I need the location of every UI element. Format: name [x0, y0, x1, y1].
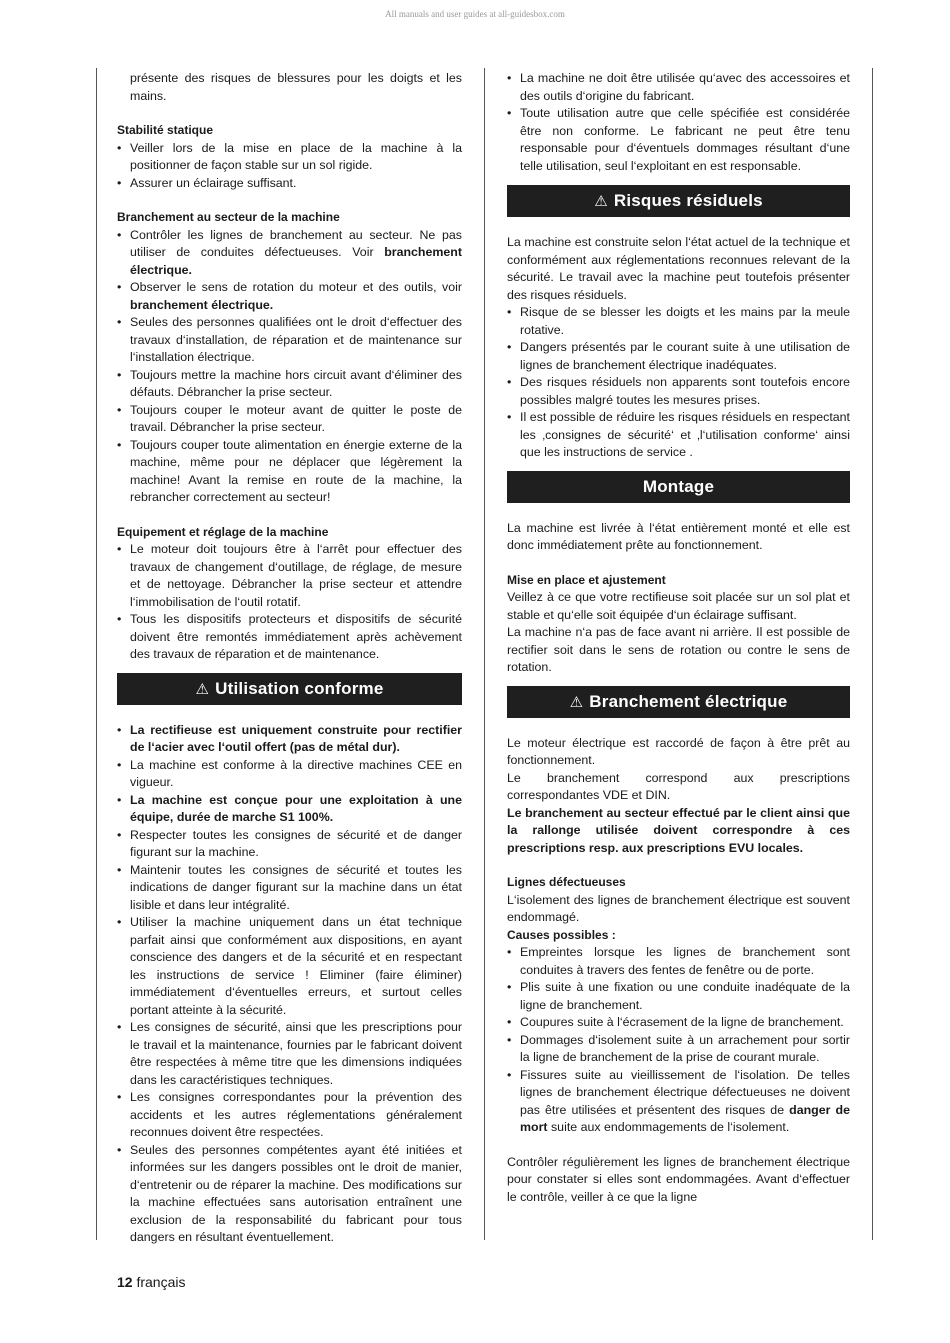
stabilite-heading: Stabilité statique — [117, 123, 214, 137]
top-list — [507, 70, 850, 175]
section-title: Risques résiduels — [613, 191, 763, 210]
mise-en-place-text: La machine n‘a pas de face avant ni arrière. Il est possible de rectifier soit dans le sens de rotation ou contre le sens de rotation. — [507, 625, 850, 674]
list-item-bold: La rectifieuse est uniquement construite pour rectifier de l‘acier avec l‘outil offert (pas de métal dur). — [130, 722, 462, 754]
causes-list — [507, 944, 850, 1137]
stabilite-list — [117, 140, 462, 193]
page-footer — [117, 1274, 186, 1290]
list-item: • Seules des personnes compétentes ayant été initiées et informées sur les dangers possibles ont le droit de manier, d‘entretenir ou de réparer la machine. Des modifications sur la machine effectuées sans autorisation entraînent une exclusion de la responsabilité du fabricant pour tous dangers en résultant éventuellement. — [117, 1142, 462, 1247]
mise-en-place-text: Veillez à ce que votre rectifieuse soit placée sur un sol plat et stable et qu‘elle soit équipée d‘un éclairage suffisant. — [507, 590, 850, 622]
risques-intro: La machine est construite selon l‘état actuel de la technique et conformément aux réglementations reconnues relevant de la sécurité. Le travail avec la machine peut toutefois présenter des risques résiduels. — [507, 235, 850, 302]
list-item-text: Contrôler les lignes de branchement au secteur. Ne pas utiliser de conduites défectueuses. Voir — [130, 227, 462, 259]
equipement-heading: Equipement et réglage de la machine — [117, 524, 329, 539]
branchement-list — [117, 227, 462, 507]
section-title: Montage — [642, 476, 715, 496]
list-item — [117, 792, 462, 827]
list-item: • Empreintes lorsque les lignes de branchement sont conduites à travers des fentes de fenêtre ou de porte. — [507, 944, 850, 979]
list-item: • Maintenir toutes les consignes de sécurité et toutes les indications de danger figurant sur la machine dans un état lisible et dans leur intégralité. — [117, 862, 462, 915]
equipement-list — [117, 541, 462, 664]
risques-list — [507, 304, 850, 462]
right-margin-rule — [872, 68, 873, 1240]
watermark: All manuals and user guides at all-guidesbox.com — [385, 9, 565, 19]
utilisation-section-bar — [117, 673, 462, 705]
electrique-section-bar — [507, 686, 850, 718]
lignes-heading: Lignes défectueuses — [507, 875, 626, 889]
list-item-bold: La machine est conçue pour une exploitation à une équipe, durée de marche S1 100%. — [130, 792, 462, 824]
list-item: • Seules des personnes qualifiées ont le droit d‘effectuer des travaux d‘installation, de réparation et de maintenance sur l‘installation électrique. — [117, 314, 462, 367]
list-item: • Respecter toutes les consignes de sécurité et de danger figurant sur la machine. — [117, 827, 462, 862]
list-item — [117, 227, 462, 280]
mise-en-place-heading: Mise en place et ajustement — [507, 572, 666, 587]
list-item-text: Fissures suite au vieillissement de l‘isolation. De telles lignes de branchement électrique défectueuses ne doivent pas être utilisées et présentent des risques de — [520, 1067, 850, 1117]
risques-section-bar — [507, 185, 850, 217]
list-item: • La machine est conforme à la directive machines CEE en vigueur. — [117, 757, 462, 792]
list-item: • Tous les dispositifs protecteurs et dispositifs de sécurité doivent être remontés immédiatement après achèvement des travaux de réparation et de maintenance. — [117, 611, 462, 664]
list-item: • Des risques résiduels non apparents sont toutefois encore possibles malgré toutes les mesures prises. — [507, 374, 850, 409]
warning-icon: ⚠ — [569, 693, 584, 711]
list-item-bold: branchement électrique. — [130, 245, 462, 277]
list-item: • Coupures suite à l‘écrasement de la ligne de branchement. — [507, 1014, 850, 1032]
electrique-text: Le branchement correspond aux prescriptions correspondantes VDE et DIN. — [507, 770, 850, 802]
list-item: • Dommages d‘isolement suite à un arrachement pour sortir la ligne de branchement de la prise de courant murale. — [507, 1032, 850, 1067]
causes-heading: Causes possibles : — [507, 927, 616, 942]
page-number: 12 — [117, 1274, 133, 1290]
left-column — [117, 70, 462, 1247]
list-item: • Toujours couper toute alimentation en énergie externe de la machine, même pour ne déplacer que légèrement la machine! Avant la remise en route de la machine, la rebrancher correctement au secteur! — [117, 437, 462, 507]
list-item: • Dangers présentés par le courant suite à une utilisation de lignes de branchement électrique inadéquates. — [507, 339, 850, 374]
list-item-text: suite aux endommagements de l‘isolement. — [547, 1120, 790, 1134]
list-item: • Il est possible de réduire les risques résiduels en respectant les ‚consignes de sécurité‘ et ‚l‘utilisation conforme‘ ainsi que les instructions de service . — [507, 409, 850, 462]
lignes-text: L‘isolement des lignes de branchement électrique est souvent endommagé. — [507, 892, 850, 924]
list-item-bold: branchement électrique. — [130, 297, 274, 312]
electrique-bold-text: Le branchement au secteur effectué par le client ainsi que la rallonge utilisée doivent correspondre à ces prescriptions resp. aux prescriptions EVU locales. — [507, 805, 850, 855]
list-item: • Utiliser la machine uniquement dans un état technique parfait ainsi que conformément aux dispositions, en ayant conscience des dangers et de la sécurité et en respectant les instructions de service ! Eliminer (faire éliminer) immédiatement d‘éventuelles erreurs, et surtout celles portant atteinte à la sécurité. — [117, 914, 462, 1019]
intro-continuation: présente des risques de blessures pour les doigts et les mains. — [130, 71, 462, 103]
list-item: • Toujours couper le moteur avant de quitter le poste de travail. Débrancher la prise secteur. — [117, 402, 462, 437]
left-margin-rule — [96, 68, 97, 1240]
electrique-text: Le moteur électrique est raccordé de façon à être prêt au fonctionnement. — [507, 735, 850, 767]
montage-intro: La machine est livrée à l‘état entièrement monté et elle est donc immédiatement prête au fonctionnement. — [507, 520, 850, 552]
utilisation-list — [117, 722, 462, 1247]
branchement-heading: Branchement au secteur de la machine — [117, 210, 340, 224]
list-item: • Toute utilisation autre que celle spécifiée est considérée être non conforme. Le fabricant ne peut être tenu responsable pour d‘éventuels dommages résultant d‘une telle utilisation, seul l‘exploitant en est responsable. — [507, 105, 850, 175]
montage-section-bar — [507, 471, 850, 503]
spacer — [507, 1137, 850, 1154]
list-item: • Risque de se blesser les doigts et les mains par la meule rotative. — [507, 304, 850, 339]
section-title: Utilisation conforme — [215, 678, 384, 698]
list-item — [117, 722, 462, 757]
section-title: Branchement électrique — [589, 691, 788, 711]
list-item: • Le moteur doit toujours être à l‘arrêt pour effectuer des travaux de changement d‘outillage, de réglage, de mesure et de nettoyage. Débrancher la prise secteur et attendre l‘immobilisation de l‘outil rotatif. — [117, 541, 462, 611]
list-item: • Toujours mettre la machine hors circuit avant d‘éliminer des défauts. Débrancher la prise secteur. — [117, 367, 462, 402]
list-item: • Les consignes correspondantes pour la prévention des accidents et les autres réglementations généralement reconnues doivent être respectées. — [117, 1089, 462, 1142]
right-column — [507, 70, 850, 1206]
list-item: • Assurer un éclairage suffisant. — [117, 175, 462, 193]
list-item: • Les consignes de sécurité, ainsi que les prescriptions pour le travail et la maintenance, fournies par le fabricant doivent être respectées à même titre que les dimensions indiquées dans les caractéristiques techniques. — [117, 1019, 462, 1089]
footer-language: français — [136, 1274, 186, 1290]
closing-text: Contrôler régulièrement les lignes de branchement électrique pour constater si elles sont endommagées. Avant d‘effectuer le contrôle, veiller à ce que la ligne — [507, 1154, 850, 1204]
list-item: • Plis suite à une fixation ou une conduite inadéquate de la ligne de branchement. — [507, 979, 850, 1014]
list-item: • La machine ne doit être utilisée qu‘avec des accessoires et des outils d‘origine du fabricant. — [507, 70, 850, 105]
center-column-rule — [484, 68, 485, 1240]
list-item — [507, 1067, 850, 1137]
list-item-text: Observer le sens de rotation du moteur et des outils, voir — [130, 280, 462, 294]
list-item-bold: danger de mort — [520, 1102, 850, 1134]
warning-icon: ⚠ — [195, 680, 210, 698]
list-item — [117, 279, 462, 314]
list-item: • Veiller lors de la mise en place de la machine à la positionner de façon stable sur un sol rigide. — [117, 140, 462, 175]
warning-icon: ⚠ — [594, 193, 608, 210]
